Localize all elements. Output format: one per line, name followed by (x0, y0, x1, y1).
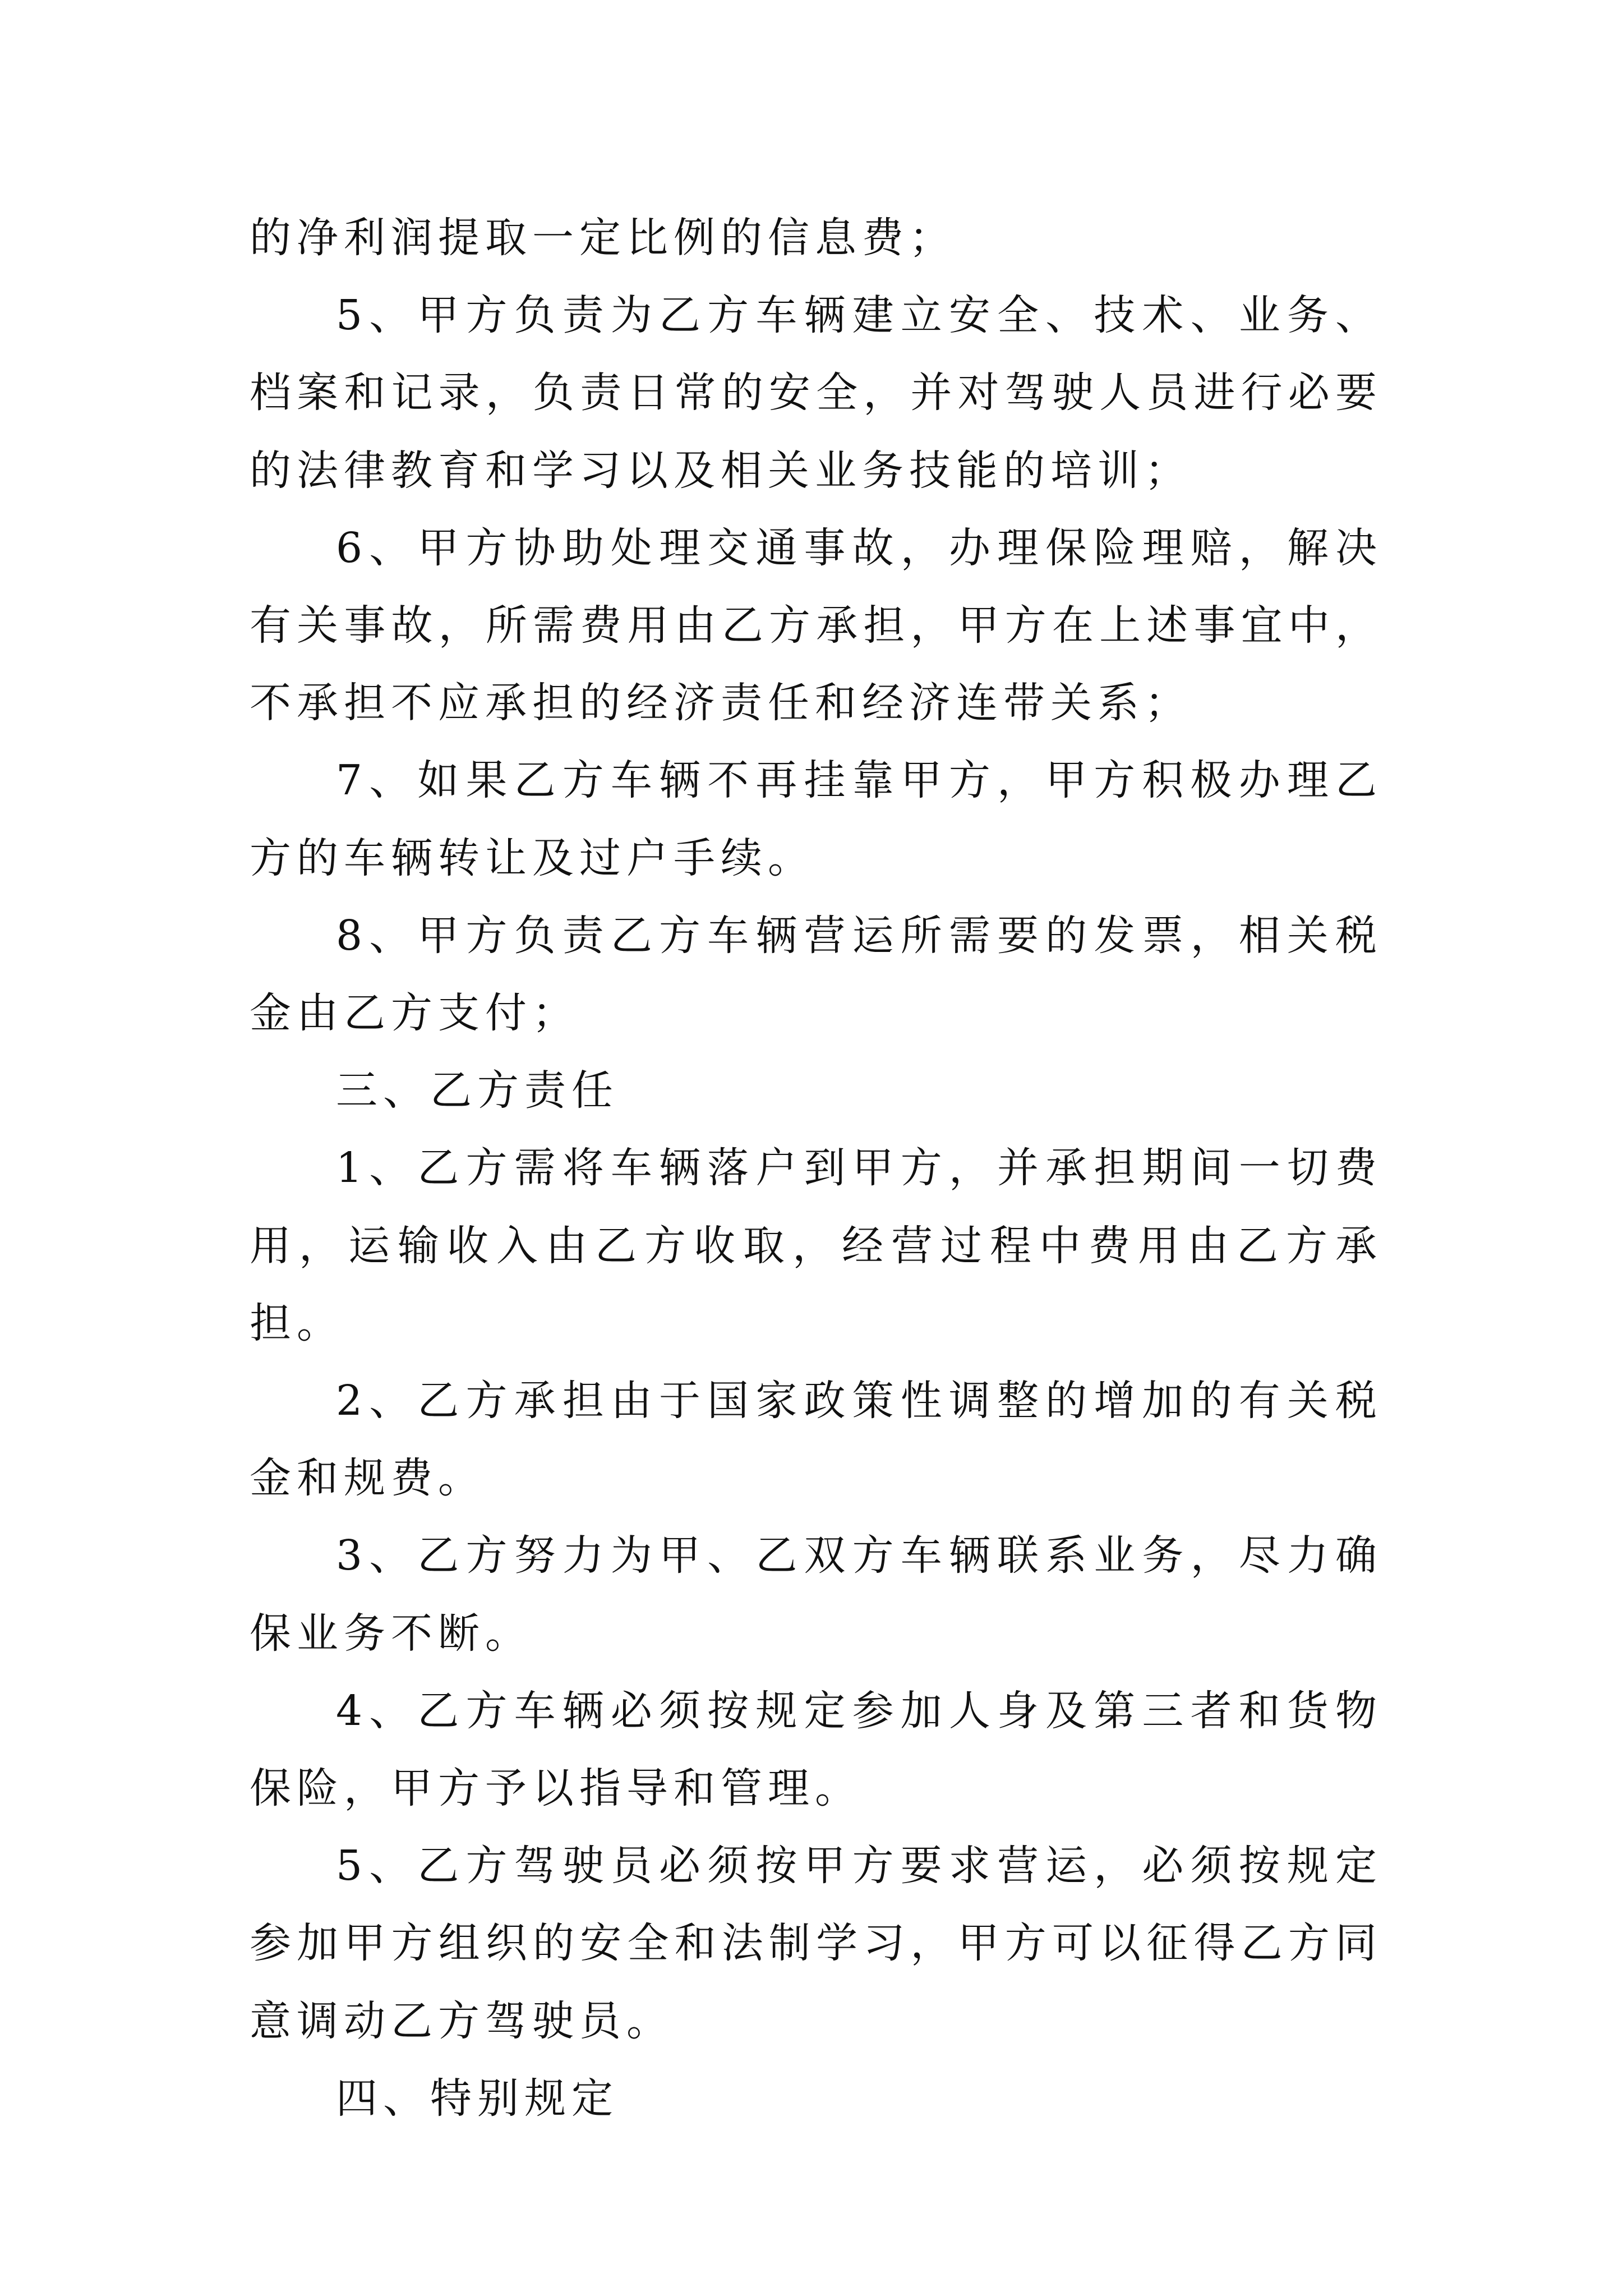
paragraph-clause-b3: 3、乙方努力为甲、乙双方车辆联系业务，尽力确保业务不断。 (250, 1531, 1382, 1658)
document-body (250, 199, 1382, 2137)
paragraph-clause-b1: 1、乙方需将车辆落户到甲方，并承担期间一切费用，运输收入由乙方收取，经营过程中费用由乙方承担。 (250, 1144, 1382, 1347)
paragraph-clause-a5: 5、甲方负责为乙方车辆建立安全、技术、业务、档案和记录，负责日常的安全，并对驾驶人员进行必要的法律教育和学习以及相关业务技能的培训； (250, 291, 1382, 495)
paragraph-clause-b2: 2、乙方承担由于国家政策性调整的增加的有关税金和规费。 (250, 1377, 1382, 1503)
paragraph-clause-b4: 4、乙方车辆必须按规定参加人身及第三者和货物保险，甲方予以指导和管理。 (250, 1686, 1382, 1813)
paragraph-clause-b5: 5、乙方驾驶员必须按甲方要求营运，必须按规定参加甲方组织的安全和法制学习，甲方可以征得乙方同意调动乙方驾驶员。 (250, 1842, 1382, 2045)
section-heading-3: 三、乙方责任 (336, 1066, 619, 1115)
section-heading-4: 四、特别规定 (336, 2074, 619, 2123)
paragraph-continuation: 的净利润提取一定比例的信息费； (250, 214, 956, 262)
paragraph-clause-a7: 7、如果乙方车辆不再挂靠甲方，甲方积极办理乙方的车辆转让及过户手续。 (250, 756, 1382, 882)
paragraph-clause-a6: 6、甲方协助处理交通事故，办理保险理赔，解决有关事故，所需费用由乙方承担，甲方在上述事宜中，不承担不应承担的经济责任和经济连带关系； (250, 523, 1382, 728)
paragraph-clause-a8: 8、甲方负责乙方车辆营运所需要的发票，相关税金由乙方支付； (250, 911, 1382, 1038)
